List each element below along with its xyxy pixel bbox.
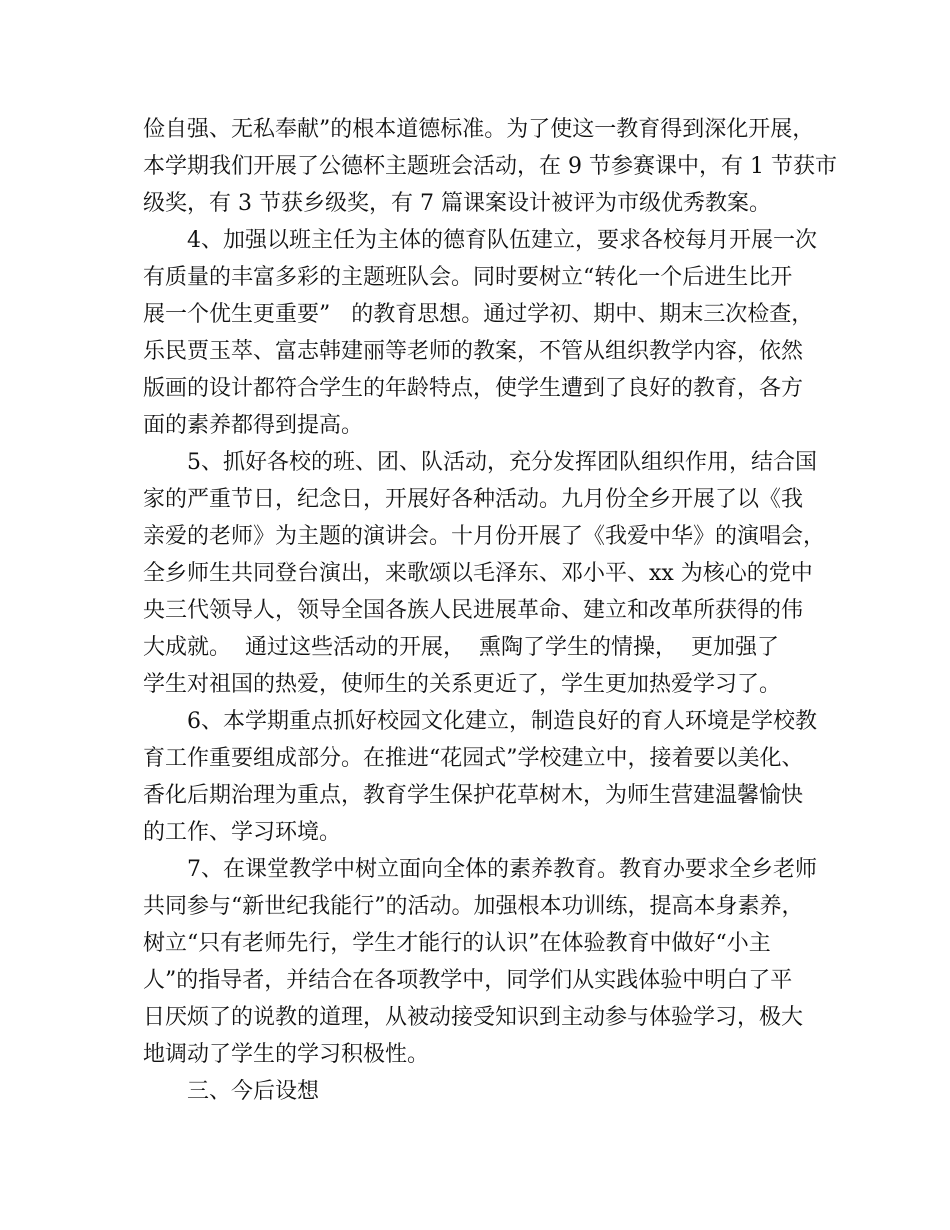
text-line: 本学期我们开展了公德杯主题班会活动，在 9 节参赛课中，有 1 节获市 <box>143 154 837 179</box>
text-line: 共同参与“新世纪我能行”的活动。加强根本功训练，提高本身素养， <box>143 894 804 919</box>
text-line: 有质量的丰富多彩的主题班队会。同时要树立“转化一个后进生比开 <box>143 265 793 290</box>
text-line: 香化后期治理为重点，教育学生保护花草树木，为师生营建温馨愉快 <box>143 783 804 808</box>
text-line: 级奖，有 3 节获乡级奖，有 7 篇课案设计被评为市级优秀教案。 <box>143 191 771 216</box>
paragraph <box>143 703 817 851</box>
text-line: 学生对祖国的热爱，使师生的关系更近了，学生更加热爱学习了。 <box>143 672 782 697</box>
text-line: 亲爱的老师》为主题的演讲会。十月份开展了《我爱中华》的演唱会， <box>143 524 826 549</box>
text-line: 俭自强、无私奉献”的根本道德标准。为了使这一教育得到深化开展， <box>143 117 815 142</box>
text-line: 家的严重节日，纪念日，开展好各种活动。九月份全乡开展了以《我 <box>143 487 804 512</box>
text-line: 树立“只有老师先行，学生才能行的认识”在体验教育中做好“小主 <box>143 931 771 956</box>
text-line: 三、今后设想 <box>187 1079 320 1104</box>
text-line: 人”的指导者，并结合在各项教学中，同学们从实践体验中明白了平 <box>143 968 793 993</box>
paragraph <box>143 851 817 1073</box>
text-line: 面的素养都得到提高。 <box>143 413 364 438</box>
text-line: 4、加强以班主任为主体的德育队伍建立，要求各校每月开展一次 <box>187 228 817 253</box>
text-line: 央三代领导人，领导全国各族人民进展革命、建立和改革所获得的伟 <box>143 598 804 623</box>
text-line: 大成就。 通过这些活动的开展， 熏陶了学生的情操， 更加强了 <box>143 635 779 660</box>
text-line: 展一个优生更重要” 的教育思想。通过学初、期中、期末三次检查， <box>143 302 814 327</box>
text-line: 5、抓好各校的班、团、队活动，充分发挥团队组织作用，结合国 <box>187 450 817 475</box>
body-text <box>143 111 837 1110</box>
text-line: 日厌烦了的说教的道理，从被动接受知识到主动参与体验学习，极大 <box>143 1005 804 1030</box>
text-line: 6、本学期重点抓好校园文化建立，制造良好的育人环境是学校教 <box>187 709 817 734</box>
paragraph <box>143 1073 813 1110</box>
text-line: 7、在课堂教学中树立面向全体的素养教育。教育办要求全乡老师 <box>187 857 817 882</box>
paragraph <box>143 444 826 703</box>
text-line: 地调动了学生的学习积极性。 <box>143 1042 430 1067</box>
text-line: 育工作重要组成部分。在推进“花园式”学校建立中，接着要以美化、 <box>143 746 804 771</box>
text-line: 乐民贾玉萃、富志韩建丽等老师的教案，不管从组织教学内容，依然 <box>143 339 804 364</box>
paragraph <box>143 222 817 444</box>
text-line: 版画的设计都符合学生的年龄特点，使学生遭到了良好的教育，各方 <box>143 376 804 401</box>
paragraph <box>143 111 837 222</box>
text-line: 的工作、学习环境。 <box>143 820 342 845</box>
text-line: 全乡师生共同登台演出，来歌颂以毛泽东、邓小平、xx 为核心的党中 <box>143 561 813 586</box>
